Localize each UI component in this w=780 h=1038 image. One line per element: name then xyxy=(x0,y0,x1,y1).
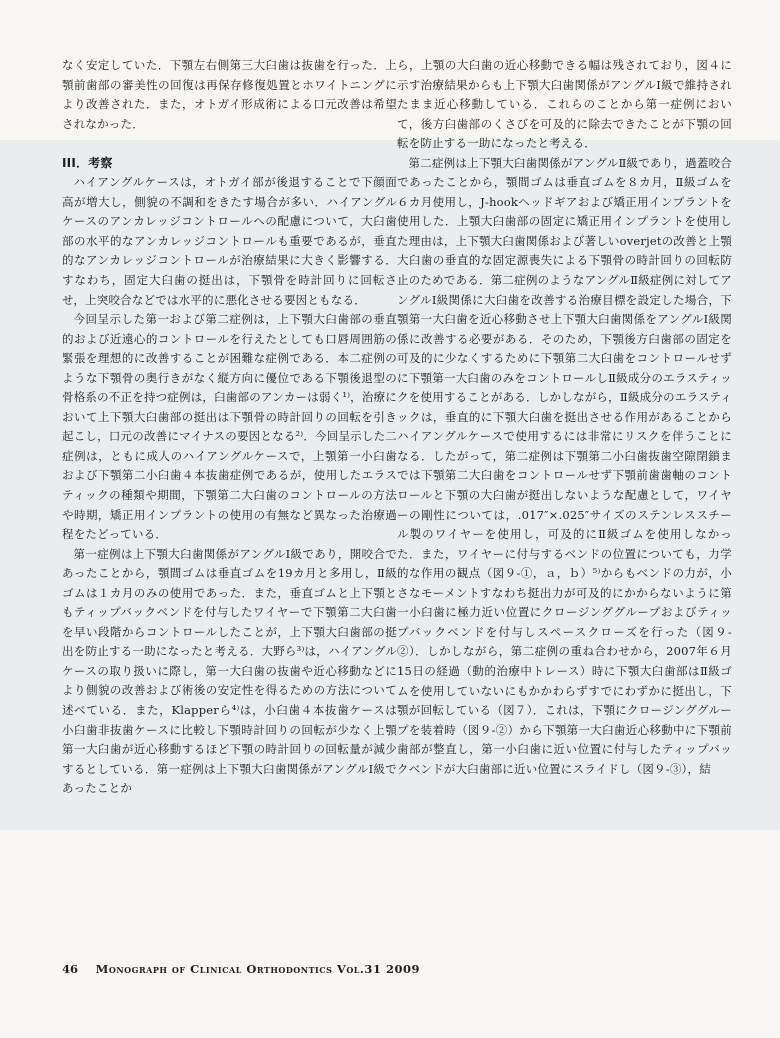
section-heading: III．考察 xyxy=(62,155,113,170)
discussion-paragraph-3: 第一症例は上下顎大臼歯関係がアングルⅠ級であり，開咬合であったことから，顎間ゴムは垂直ゴムを19カ月と多用し，Ⅱ級ゴムは１カ月のみの使用であった．また，垂直ゴムと上下顎ともティップバックベンドを付与したワイヤーで下顎第二大臼歯を早い段階からコントロールしたことが，上下顎大臼歯部の挺出を防止する一助になったと考える．大野ら³⁾は，ハイアングルケースの取り扱いに際し，第一大臼歯の抜歯や近心移動などにより側貌の改善および術後の安定性を得るための方法について述べている．また，Klapperら⁴⁾は，小臼歯４本抜歯ケースは小臼歯非抜歯ケースに比較し下顎時計回りの回転が少なく上顎第一大臼歯が近心移動するほど下顎の時計回りの回転量が減少するとしている．第一症例は上下顎大臼歯関係がアングルⅠ級であったことか xyxy=(62,546,397,796)
page-number: 46 xyxy=(62,962,79,976)
right-paragraph-1: ら，上顎の大臼歯の近心移動できる幅は残されており，図４に示す治療結果からも上下顎大臼歯関係がアングルⅠ級で維持されたまま近心移動している．これらのことから第一症例において，後方臼歯部のくさびを可及的に除去できたことが下顎の回転を防止する一助になったと考える． xyxy=(397,58,732,151)
right-paragraph-2: 第二症例は上下顎大臼歯関係がアングルⅡ級であり，過蓋咬合であったことから，顎間ゴムは垂直ゴムを８カ月，Ⅱ級ゴムを６カ月使用し，J-hookヘッドギアおよび矯正用インプラントを使用した．上顎大臼歯部の固定に矯正用インプラントを使用した理由は，上下顎大臼歯関係および著しいoverjetの改善と上顎大臼歯の垂直的な固定源喪失による下顎骨の時計回りの回転防止のためである．第二症例のようなアングルⅡ級症例に対してアングルⅠ級関係に大臼歯を改善する治療目標を設定した場合，下顎第一大臼歯を近心移動させ上下顎大臼歯関係をアングルⅠ級関係に改善する必要がある．そのため，下顎後方臼歯部の固定を可及的に少なくするために下顎第二大臼歯をコントロールせずに下顎第一大臼歯のみをコントロールしⅡ級成分のエラスティックを使用することがある．しかしながら，Ⅱ級成分のエラスティックは，垂直的に下顎大臼歯を挺出させる作用があることからハイアングルケースで使用するには非常にリスクを伴うことになる．したがって，第二症例は下顎第二小臼歯抜歯空隙閉鎖までは下顎第二大臼歯をコントロールせず下顎前歯歯軸のコントロールと下顎の大臼歯が挺出しないような配慮として，ワイヤーの剛性については，.017″×.025″サイズのステンレススチール製のワイヤーを使用し，可及的にⅡ級ゴムを使用しなかった．また，ワイヤーに付与するベンドの位置についても，力学的な作用の観点（図９-①，ａ，ｂ）⁵⁾からもベンドの力が，小さなモーメントすなわち挺出力が可及的にかからないように第一小臼歯に極力近い位置にクロージンググループおよびティップバックベンドを付与しスペースクローズを行った（図９-②）．しかしながら，第二症例の重ね合わせから，2007年６月15日の経過（動的治療中トレース）時に下顎大臼歯部はⅡ級ゴムを使用していないにもかかわらずすでにわずかに挺出し，下顎が回転している（図７）．これは，下顎にクロージンググループを装着時（図９-②）から下顎第一大臼歯近心移動中に下顎前歯部が整直し，第一小臼歯に近い位置に付与したティップバックベンドが大臼歯部に近い位置にスライドし（図９-③），結 xyxy=(397,155,732,776)
left-column xyxy=(62,56,397,799)
discussion-paragraph-2: 今回呈示した第一および第二症例は，上下顎大臼歯部の垂直的および近遠心的コントロールを行えたとしても口唇周囲筋の緊張を理想的に改善することが困難な症例である．本二症例のような下顎骨の奥行きがなく縦方向に優位である下顎後退型の骨格系の不正を持つ症例は，臼歯部のアンカーは弱く¹⁾，治療において上下顎大臼歯部の挺出は下顎骨の時計回りの回転を引き起こし，口元の改善にマイナスの要因となる²⁾．今回呈示した二症例は，ともに成人のハイアングルケースで，上顎第一小臼歯および下顎第二小臼歯４本抜歯症例であるが，使用したエラスティックの種類や期間，下顎第二大臼歯のコントロールの方法や時期，矯正用インプラントの使用の有無など異なった治療過程をたどっている． xyxy=(62,312,397,542)
discussion-paragraph-1: ハイアングルケースは，オトガイ部が後退することで下顔面高が増大し，側貌の不調和をきたす場合が多い．ハイアングルケースのアンカレッジコントロールへの配慮について，大臼歯部の水平的なアンカレッジコントロールも重要であるが，垂直的なアンカレッジコントロールが治療結果に大きく影響する．すなわち，固定大臼歯の挺出は，下顎骨を時計回りに回転させ，上突咬合などでは水平的に悪化させる要因ともなる． xyxy=(62,175,397,307)
journal-title: Monograph of Clinical Orthodontics Vol.31 2009 xyxy=(95,962,420,976)
page-footer xyxy=(62,962,420,976)
intro-paragraph: なく安定していた．下顎左右側第三大臼歯は抜歯を行った．上顎前歯部の審美性の回復は再保存修復処置とホワイトニングにより改善された．また，オトガイ形成術による口元改善は希望されなかった． xyxy=(62,58,397,131)
right-column xyxy=(397,56,732,779)
